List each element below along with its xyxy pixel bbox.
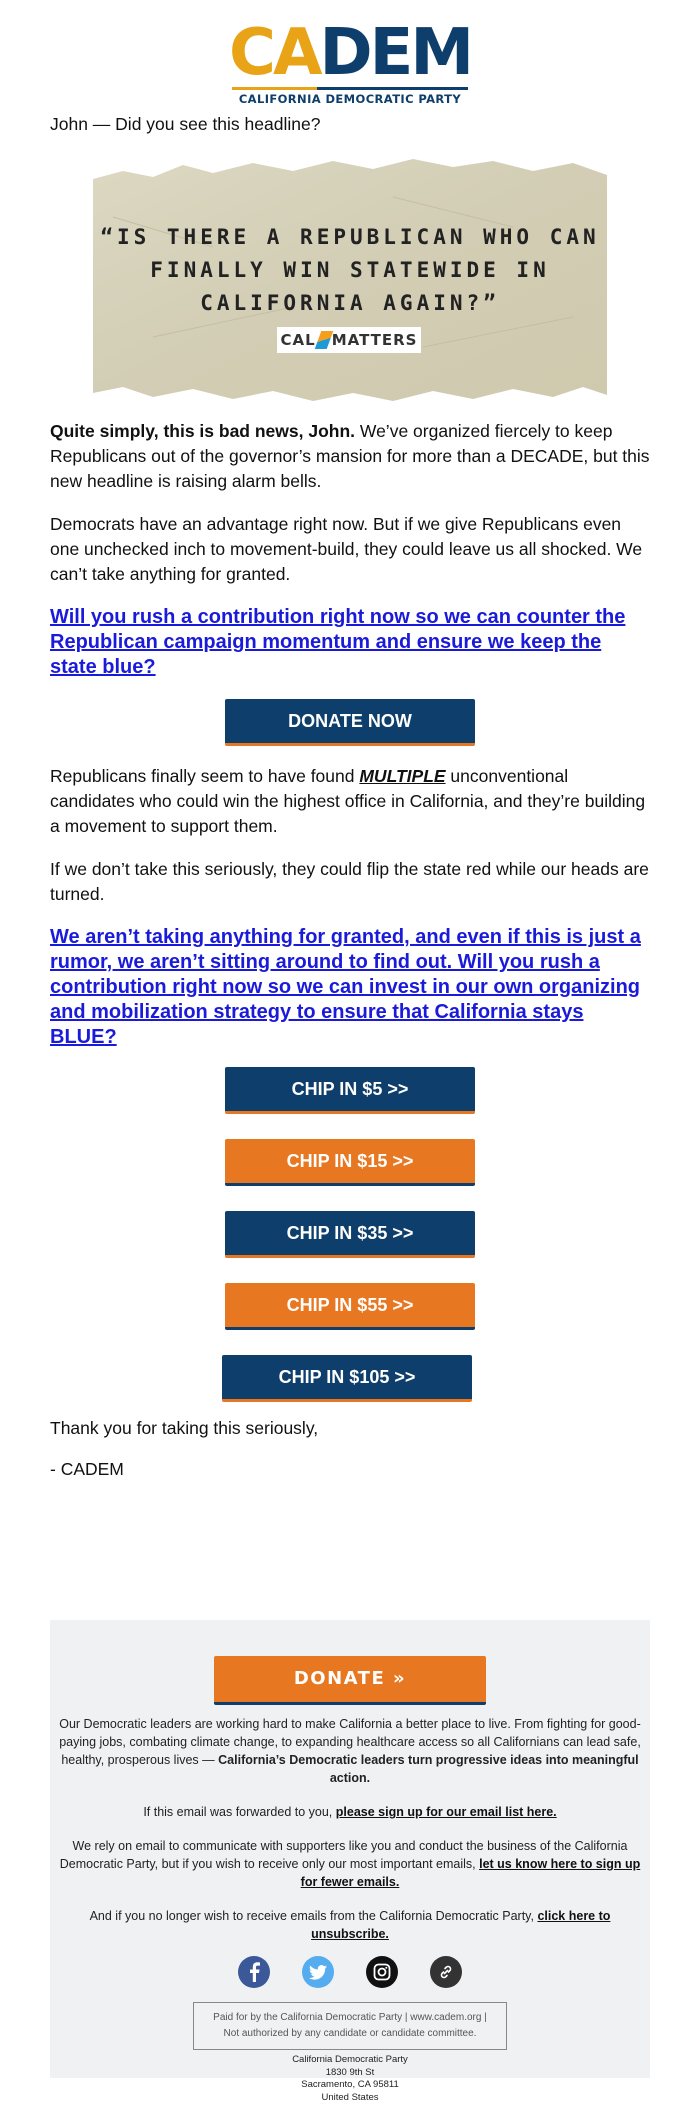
cadem-logo	[50, 0, 650, 104]
headline-quote: “IS THERE A REPUBLICAN WHO CAN FINALLY WIN STATEWIDE IN CALIFORNIA AGAIN?”	[100, 225, 600, 315]
contribution-link-2[interactable]: We aren’t taking anything for granted, and even if this is just a rumor, we aren’t sitting around to find out. Will you rush a contribution right now so we can invest in our own organizing and mobilization strategy to ensure that California stays BLUE?	[50, 926, 641, 1048]
fewer-emails-link[interactable]: let us know here to sign up for fewer emails.	[300, 1857, 641, 1889]
signoff: - CADEM	[50, 1459, 124, 1479]
instagram-icon[interactable]	[366, 1956, 398, 1988]
mailing-address: California Democratic Party 1830 9th St Sacramento, CA 95811 United States	[292, 2054, 408, 2103]
chip-in-35-button[interactable]: CHIP IN $35 >>	[225, 1211, 475, 1258]
chip-in-55-button[interactable]: CHIP IN $55 >>	[225, 1283, 475, 1330]
twitter-icon[interactable]	[302, 1956, 334, 1988]
footer-unsubscribe: And if you no longer wish to receive emails from the California Democratic Party, click here to unsubscribe.	[89, 1909, 611, 1941]
footer-rely: We rely on email to communicate with supporters like you and conduct the business of the California Democratic Party, but if you wish to receive only our most important emails, let us know here to sign up for fewer emails.	[59, 1839, 641, 1889]
social-links	[50, 1956, 650, 1988]
paragraph-flip-red: If we don’t take this seriously, they could flip the state red while our heads are turned.	[50, 859, 649, 904]
chip-in-105-button[interactable]: CHIP IN $105 >>	[222, 1355, 472, 1402]
logo-subtitle: CALIFORNIA DEMOCRATIC PARTY	[238, 92, 462, 106]
footer-blurb: Our Democratic leaders are working hard to make California a better place to live. From fighting for good-paying jobs, combating climate change, to expanding healthcare access so all Californians can lead safe, healthy, prosperous lives — California’s Democratic leaders turn progressive ideas into meaningful action.	[59, 1717, 641, 1785]
unsubscribe-link[interactable]: click here to unsubscribe.	[311, 1909, 611, 1941]
paragraph-bad-news: Quite simply, this is bad news, John. We’ve organized fiercely to keep Republicans out of the governor’s mansion for more than a DECADE, but this new headline is raising alarm bells.	[50, 421, 650, 491]
footer-forwarded: If this email was forwarded to you, please sign up for our email list here.	[143, 1805, 557, 1819]
calmatters-mark-icon	[314, 331, 333, 349]
chip-in-5-button[interactable]: CHIP IN $5 >>	[225, 1067, 475, 1114]
contribution-link-1[interactable]: Will you rush a contribution right now so we can counter the Republican campaign momentum and ensure we keep the state blue?	[50, 606, 626, 678]
paragraph-advantage: Democrats have an advantage right now. But if we give Republicans even one unchecked inch to movement-build, they could leave us all shocked. We can’t take anything for granted.	[50, 514, 643, 584]
signup-link[interactable]: please sign up for our email list here.	[335, 1805, 557, 1819]
calmatters-logo: CAL MATTERS	[277, 327, 421, 353]
footer	[50, 1620, 650, 2103]
headline-image	[93, 157, 607, 403]
greeting: John — Did you see this headline?	[50, 114, 321, 134]
paid-for-disclaimer: Paid for by the California Democratic Party | www.cadem.org | Not authorized by any candidate or candidate committee.	[193, 2002, 507, 2050]
link-icon[interactable]	[430, 1956, 462, 1988]
paragraph-multiple-candidates: Republicans finally seem to have found MULTIPLE unconventional candidates who could win the highest office in California, and they’re building a movement to support them.	[50, 766, 646, 836]
chip-in-15-button[interactable]: CHIP IN $15 >>	[225, 1139, 475, 1186]
logo-wordmark: CADEM	[228, 16, 472, 90]
facebook-icon[interactable]	[238, 1956, 270, 1988]
footer-donate-button[interactable]: DONATE »	[214, 1656, 486, 1705]
thanks-line: Thank you for taking this seriously,	[50, 1418, 319, 1438]
donate-now-button[interactable]: DONATE NOW	[225, 699, 475, 746]
